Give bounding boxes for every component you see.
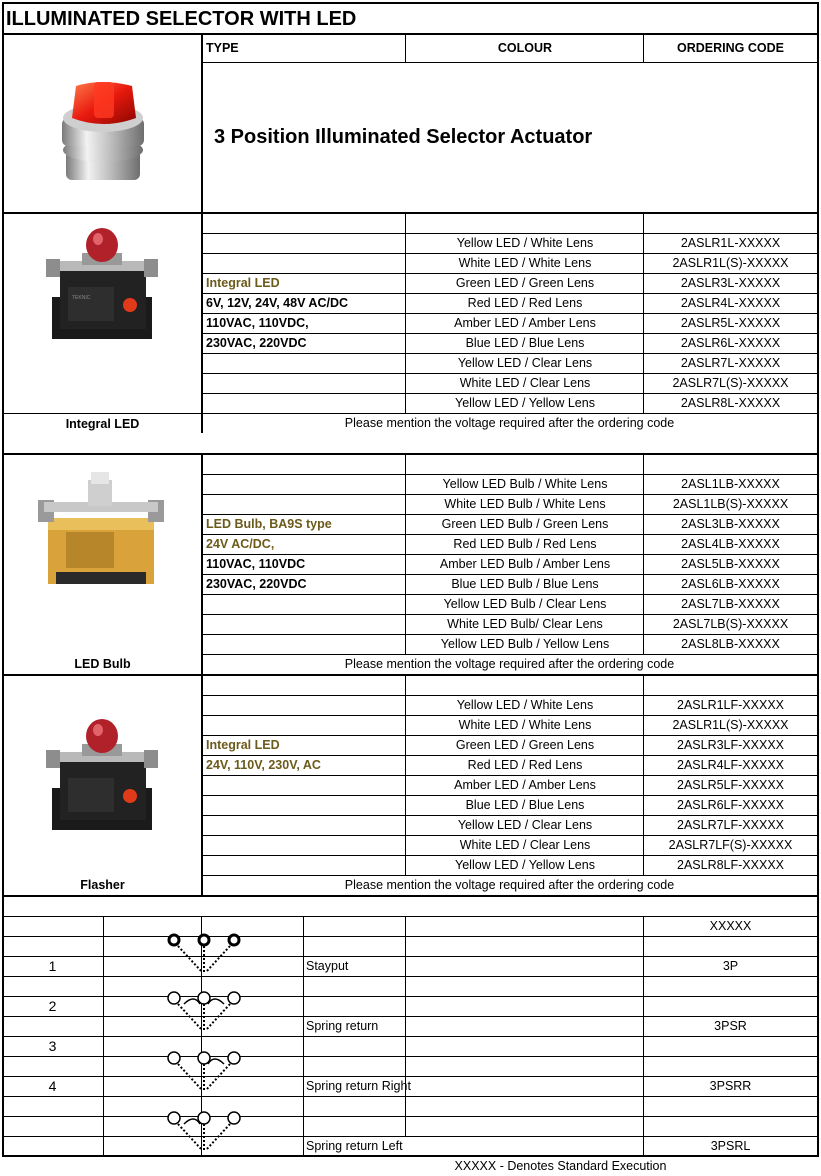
sec0-ordering-code: 2ASLR1L(S)-XXXXX bbox=[672, 256, 789, 270]
pos-row-line bbox=[2, 936, 819, 937]
sec0-colour-cell: White LED / Clear Lens bbox=[459, 376, 591, 390]
sec2-ordering-code: 2ASLR7LF(S)-XXXXX bbox=[668, 838, 793, 852]
integral-led-block-photo bbox=[46, 227, 158, 347]
sec2-colour-cell: Red LED / Red Lens bbox=[467, 758, 583, 772]
sec1-type-line: 110VAC, 110VDC bbox=[206, 557, 306, 571]
sec1-ordering-code: 2ASL1LB-XXXXX bbox=[681, 477, 780, 491]
spring-return-diagram-icon bbox=[154, 986, 254, 1036]
pos-row-line bbox=[2, 1036, 819, 1037]
spring-return-left-diagram-icon bbox=[154, 1106, 254, 1156]
sec0-ordering-code: 2ASLR7L(S)-XXXXX bbox=[672, 376, 789, 390]
section-divider-1 bbox=[2, 212, 819, 214]
sec1-ordering-code: 2ASL5LB-XXXXX bbox=[681, 557, 780, 571]
position-label: Stayput bbox=[306, 959, 349, 973]
section-label-integral-led: Integral LED bbox=[65, 417, 140, 431]
sec0-voltage-note: Please mention the voltage required after the ordering code bbox=[344, 416, 675, 430]
sec1-ordering-code: 2ASL8LB-XXXXX bbox=[681, 637, 780, 651]
position-label: Spring return bbox=[306, 1019, 379, 1033]
sec0-colour-cell: Yellow LED / Clear Lens bbox=[457, 356, 593, 370]
sec0-colour-cell: Yellow LED / White Lens bbox=[456, 236, 594, 250]
pos-header-code: XXXXX bbox=[709, 919, 752, 933]
spring-return-right-diagram-icon bbox=[154, 1046, 254, 1096]
col-divider-right bbox=[643, 33, 644, 63]
sec1-colour-cell: Blue LED Bulb / Blue Lens bbox=[451, 577, 599, 591]
sec2-colour-cell: Yellow LED / White Lens bbox=[456, 698, 594, 712]
sec1-ordering-code: 2ASL7LB(S)-XXXXX bbox=[672, 617, 789, 631]
header-colour: COLOUR bbox=[497, 41, 553, 55]
stayput-diagram-icon bbox=[154, 928, 254, 978]
sec1-type-line: 24V AC/DC, bbox=[206, 537, 275, 551]
sec1-colour-cell: Amber LED Bulb / Amber Lens bbox=[439, 557, 611, 571]
pos-row-line bbox=[2, 996, 819, 997]
product-sheet bbox=[2, 2, 819, 1173]
section-divider-2 bbox=[2, 453, 819, 455]
section-label-flasher: Flasher bbox=[80, 878, 125, 892]
pos-row-line bbox=[2, 1116, 819, 1117]
sec0-type-line: 110VAC, 110VDC, bbox=[206, 316, 309, 330]
sec0-ordering-code: 2ASLR3L-XXXXX bbox=[680, 276, 781, 290]
sec2-ordering-code: 2ASLR3LF-XXXXX bbox=[677, 738, 784, 752]
sec2-voltage-note: Please mention the voltage required after the ordering code bbox=[344, 878, 675, 892]
sec1-vline-left bbox=[201, 454, 203, 674]
sec2-ordering-code: 2ASLR7LF-XXXXX bbox=[677, 818, 784, 832]
pos-vline bbox=[405, 916, 406, 1136]
sec2-colour-cell: Amber LED / Amber Lens bbox=[454, 778, 596, 792]
position-label: Spring return Left bbox=[306, 1139, 403, 1153]
sec2-type-line: 24V, 110V, 230V, AC bbox=[206, 758, 321, 772]
svg-text:TEKNIC: TEKNIC bbox=[72, 295, 91, 301]
sec1-colour-cell: Yellow LED Bulb / Clear Lens bbox=[443, 597, 607, 611]
sec1-voltage-note: Please mention the voltage required after the ordering code bbox=[344, 657, 675, 671]
sec1-ordering-code: 2ASL7LB-XXXXX bbox=[681, 597, 780, 611]
sec2-type-line: Integral LED bbox=[206, 738, 280, 752]
header-ordering-code: ORDERING CODE bbox=[677, 41, 784, 55]
sec1-colour-cell: Red LED Bulb / Red Lens bbox=[453, 537, 597, 551]
pos-row-line bbox=[2, 1056, 819, 1057]
sec1-ordering-code: 2ASL6LB-XXXXX bbox=[681, 577, 780, 591]
sec1-colour-cell: Yellow LED Bulb / Yellow Lens bbox=[440, 637, 610, 651]
pos-row-line bbox=[2, 1096, 819, 1097]
frame-top bbox=[2, 2, 819, 4]
position-label: Spring return Right bbox=[306, 1079, 411, 1093]
pos-row-line bbox=[2, 976, 819, 977]
sec0-type-line: 6V, 12V, 24V, 48V AC/DC bbox=[206, 296, 348, 310]
sec0-colour-cell: White LED / White Lens bbox=[458, 256, 592, 270]
header-divider bbox=[202, 62, 817, 63]
sec0-colour-cell: Red LED / Red Lens bbox=[467, 296, 583, 310]
page-title: ILLUMINATED SELECTOR WITH LED bbox=[6, 8, 357, 30]
sec2-ordering-code: 2ASLR8LF-XXXXX bbox=[677, 858, 784, 872]
sec2-colour-cell: Yellow LED / Clear Lens bbox=[457, 818, 593, 832]
sec2-ordering-code: 2ASLR1LF-XXXXX bbox=[677, 698, 784, 712]
sec0-ordering-code: 2ASLR5L-XXXXX bbox=[680, 316, 781, 330]
sec0-vline-left bbox=[201, 213, 203, 433]
flasher-block-photo bbox=[46, 718, 158, 838]
sec0-ordering-code: 2ASLR6L-XXXXX bbox=[680, 336, 781, 350]
sec0-ordering-code: 2ASLR4L-XXXXX bbox=[680, 296, 781, 310]
sec2-colour-cell: Green LED / Green Lens bbox=[455, 738, 595, 752]
section-divider-3 bbox=[2, 674, 819, 676]
sec2-colour-cell: Blue LED / Blue Lens bbox=[465, 798, 585, 812]
sec0-colour-cell: Green LED / Green Lens bbox=[455, 276, 595, 290]
sec1-type-line: 230VAC, 220VDC bbox=[206, 577, 307, 591]
sec1-colour-cell: White LED Bulb / White Lens bbox=[444, 497, 606, 511]
sec2-colour-cell: White LED / Clear Lens bbox=[459, 838, 591, 852]
sec0-colour-cell: Yellow LED / Yellow Lens bbox=[455, 396, 595, 410]
sec1-colour-cell: White LED Bulb/ Clear Lens bbox=[447, 617, 603, 631]
sec0-ordering-code: 2ASLR1L-XXXXX bbox=[680, 236, 781, 250]
sec2-colour-cell: Yellow LED / Yellow Lens bbox=[455, 858, 595, 872]
title-divider bbox=[2, 33, 819, 35]
sec0-ordering-code: 2ASLR8L-XXXXX bbox=[680, 396, 781, 410]
sec2-ordering-code: 2ASLR1L(S)-XXXXX bbox=[672, 718, 789, 732]
col-divider-mid bbox=[405, 33, 406, 63]
position-code: 3PSRR bbox=[709, 1079, 752, 1093]
sec1-ordering-code: 2ASL4LB-XXXXX bbox=[681, 537, 780, 551]
led-bulb-block-photo bbox=[38, 472, 164, 592]
sec1-colour-cell: Yellow LED Bulb / White Lens bbox=[442, 477, 608, 491]
position-code: 3PSRL bbox=[710, 1139, 751, 1153]
header-type: TYPE bbox=[206, 41, 239, 55]
frame-right bbox=[817, 2, 819, 1157]
position-number: 4 bbox=[48, 1078, 57, 1094]
frame-left bbox=[2, 2, 4, 1157]
position-code: 3PSR bbox=[714, 1019, 747, 1033]
position-code: 3P bbox=[722, 959, 739, 973]
selector-actuator-photo bbox=[52, 78, 156, 190]
position-footer-note: XXXXX - Denotes Standard Execution bbox=[454, 1159, 667, 1173]
sec2-ordering-code: 2ASLR4LF-XXXXX bbox=[677, 758, 784, 772]
sec1-type-line: LED Bulb, BA9S type bbox=[206, 517, 332, 531]
position-number: 1 bbox=[48, 958, 57, 974]
sec1-ordering-code: 2ASL1LB(S)-XXXXX bbox=[672, 497, 789, 511]
sec2-ordering-code: 2ASLR5LF-XXXXX bbox=[677, 778, 784, 792]
sec2-colour-cell: White LED / White Lens bbox=[458, 718, 592, 732]
col-divider-left bbox=[201, 33, 203, 213]
sec0-type-line: Integral LED bbox=[206, 276, 280, 290]
sec2-ordering-code: 2ASLR6LF-XXXXX bbox=[677, 798, 784, 812]
actuator-title: 3 Position Illuminated Selector Actuator bbox=[214, 126, 593, 148]
sec0-ordering-code: 2ASLR7L-XXXXX bbox=[680, 356, 781, 370]
section-label-led-bulb: LED Bulb bbox=[74, 657, 131, 671]
sec1-colour-cell: Green LED Bulb / Green Lens bbox=[441, 517, 609, 531]
position-number: 2 bbox=[48, 998, 57, 1014]
sec0-label-line bbox=[2, 413, 202, 414]
sec0-type-line: 230VAC, 220VDC bbox=[206, 336, 307, 350]
sec2-vline-left bbox=[201, 675, 203, 895]
sec1-ordering-code: 2ASL3LB-XXXXX bbox=[681, 517, 780, 531]
sec0-colour-cell: Amber LED / Amber Lens bbox=[454, 316, 596, 330]
position-number: 3 bbox=[48, 1038, 57, 1054]
sec0-colour-cell: Blue LED / Blue Lens bbox=[465, 336, 585, 350]
section-divider-4 bbox=[2, 895, 819, 897]
